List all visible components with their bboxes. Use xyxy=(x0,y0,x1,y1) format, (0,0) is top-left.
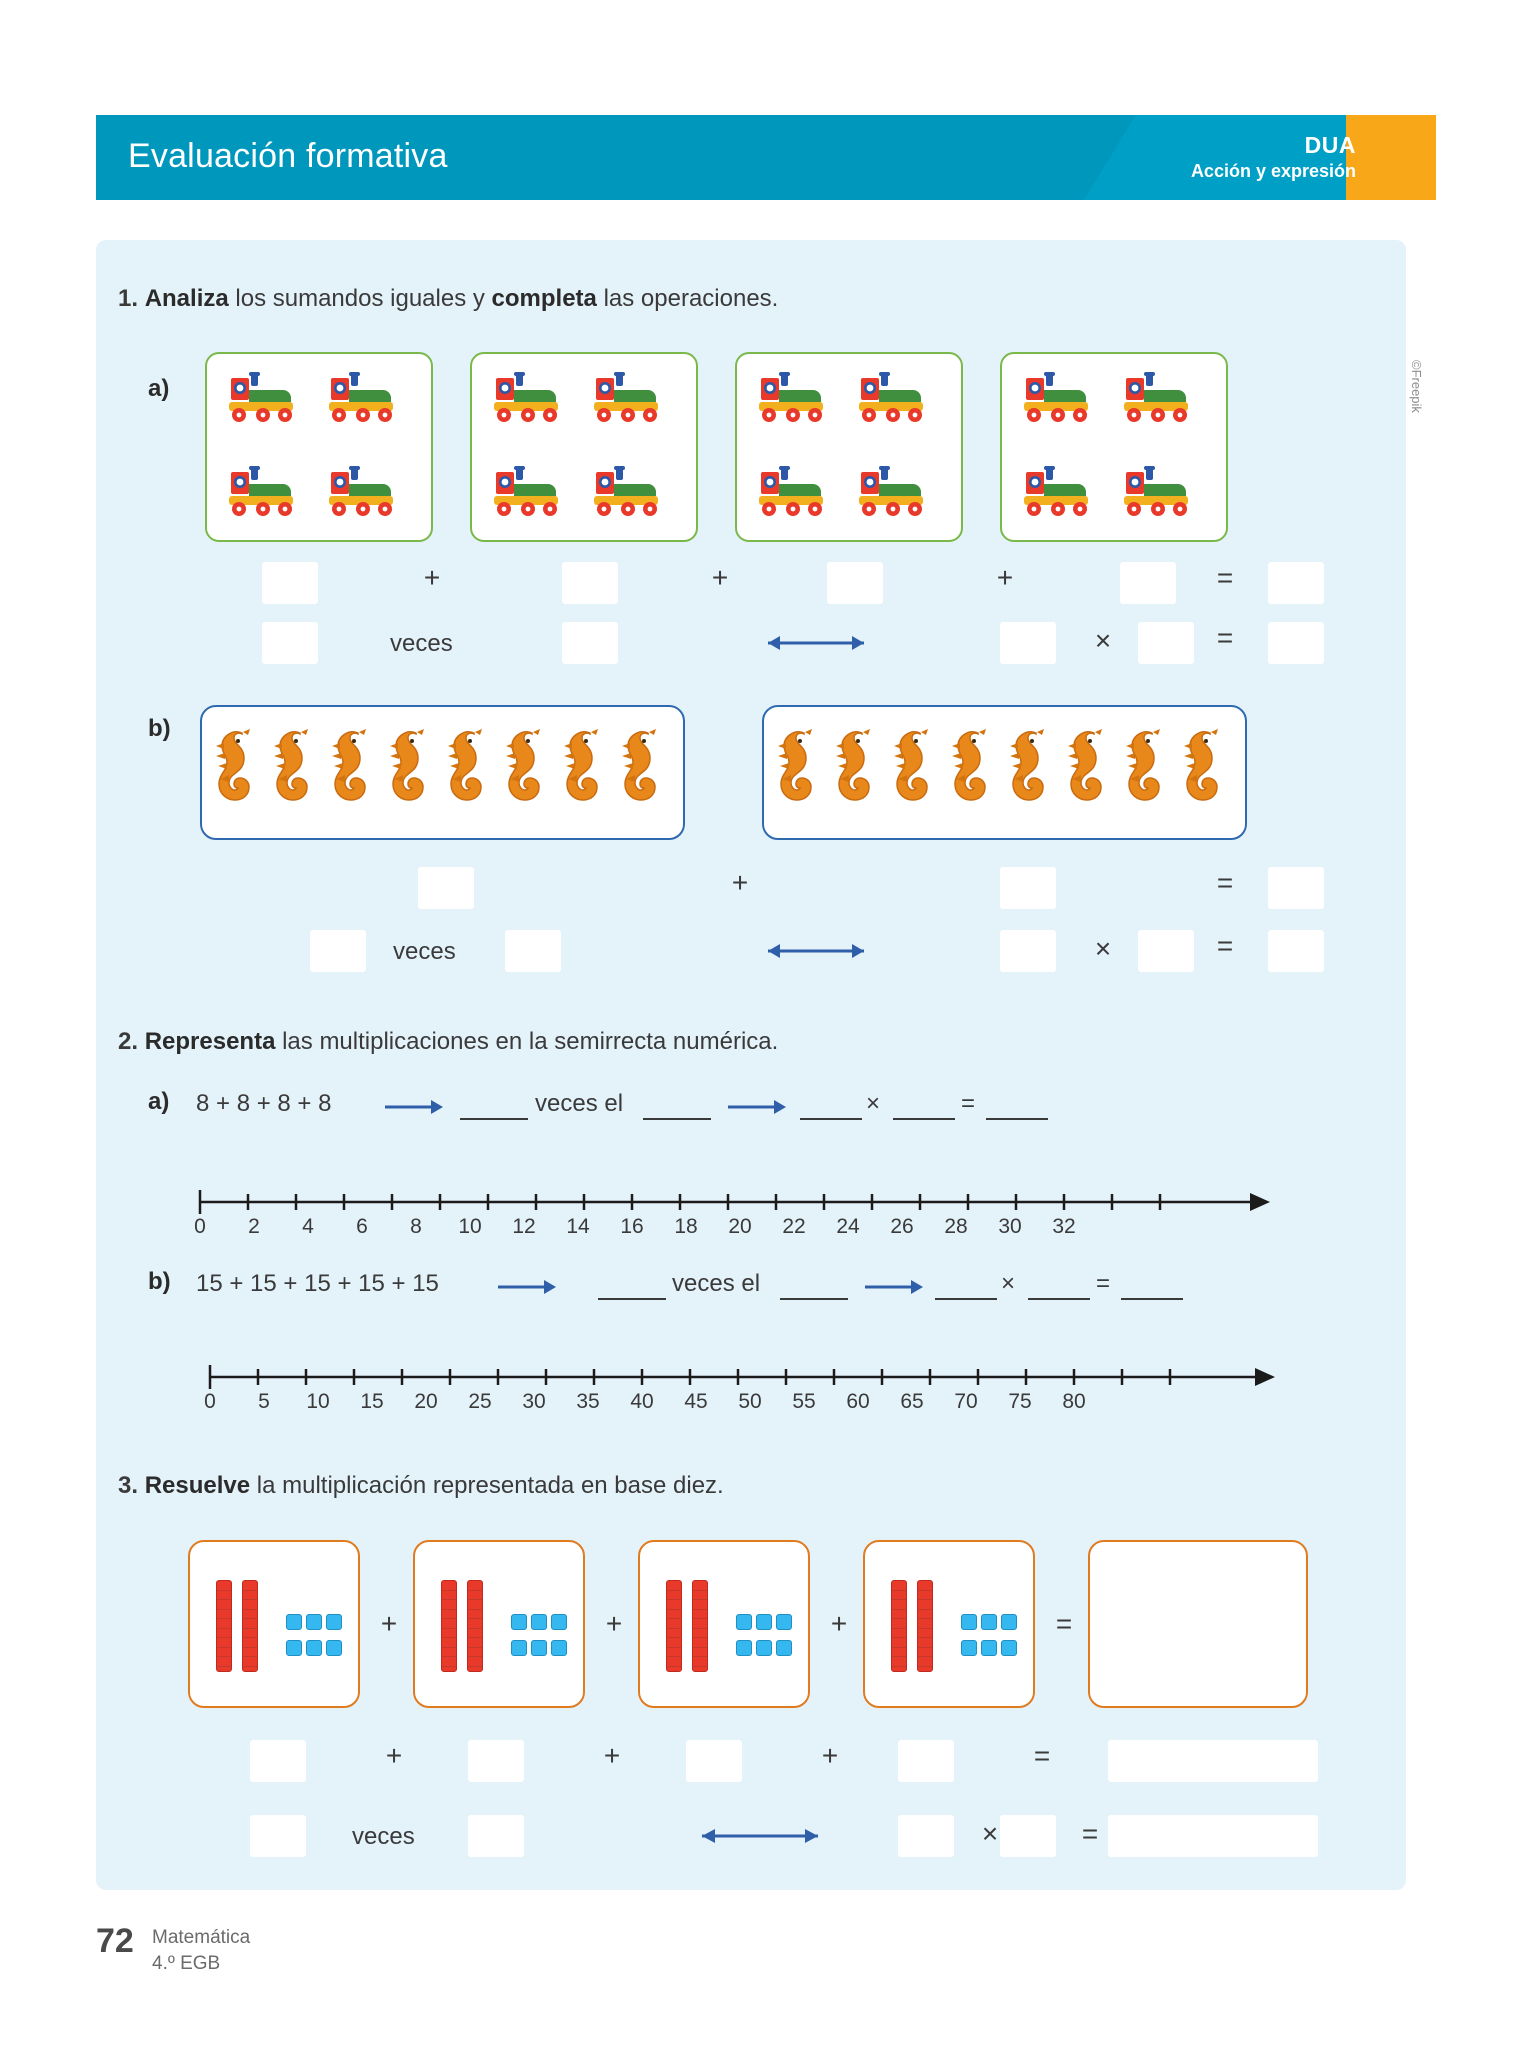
question-1-statement xyxy=(118,285,1318,313)
unit-cube-icon xyxy=(736,1614,752,1630)
blank-2a-factor-2[interactable] xyxy=(893,1118,955,1120)
item-1a-label: a) xyxy=(148,375,170,402)
image-credit: ©Freepik xyxy=(1409,360,1424,413)
answer-box-3-addend-4[interactable] xyxy=(898,1740,954,1782)
seahorse-icon xyxy=(560,727,608,813)
answer-box-1a-multiplicand[interactable] xyxy=(1000,622,1056,664)
item-1b-label: b) xyxy=(148,715,171,742)
numberline-tick-label: 4 xyxy=(302,1215,314,1238)
numberline-tick-label: 0 xyxy=(204,1390,216,1413)
times-sign: × xyxy=(981,1818,999,1849)
answer-box-1b-factor-count[interactable] xyxy=(310,930,366,972)
numberline-tick-label: 8 xyxy=(410,1215,422,1238)
page-header-banner xyxy=(96,115,1436,200)
answer-card-3-result[interactable] xyxy=(1088,1540,1308,1708)
question-1-text-a: los sumandos iguales y xyxy=(228,285,492,312)
unit-cube-icon xyxy=(511,1640,527,1656)
question-2-number: 2. xyxy=(118,1028,139,1055)
toy-train-icon xyxy=(755,370,831,426)
blank-2a-product[interactable] xyxy=(986,1118,1048,1120)
numberline-tick-label: 10 xyxy=(306,1390,330,1413)
unit-cube-icon xyxy=(736,1640,752,1656)
arrow-right-icon xyxy=(385,1098,445,1116)
arrow-right-icon xyxy=(498,1278,558,1296)
seahorse-icon xyxy=(1180,727,1228,813)
numberline-tick-label: 14 xyxy=(566,1215,590,1238)
dua-title: DUA xyxy=(1304,132,1356,158)
double-arrow-icon xyxy=(756,633,876,653)
question-2-verb: Representa xyxy=(144,1028,276,1055)
numberline-tick-label: 22 xyxy=(782,1215,806,1238)
toy-train-icon xyxy=(490,370,566,426)
seahorse-group-card xyxy=(762,705,1247,840)
toy-train-icon xyxy=(1020,370,1096,426)
veces-el-label-2a: veces el xyxy=(535,1090,624,1117)
arrow-right-icon xyxy=(728,1098,788,1116)
answer-box-1b-product[interactable] xyxy=(1268,930,1324,972)
numberline-tick-label: 20 xyxy=(414,1390,438,1413)
plus-sign: + xyxy=(711,562,729,593)
equals-sign: = xyxy=(1096,1270,1111,1297)
blank-2b-factor-2[interactable] xyxy=(1028,1298,1090,1300)
toy-train-icon xyxy=(325,370,401,426)
answer-box-3-sum[interactable] xyxy=(1108,1740,1318,1782)
seahorse-icon xyxy=(774,727,822,813)
numberline-tick-label: 65 xyxy=(900,1390,924,1413)
seahorse-icon xyxy=(212,727,260,813)
tens-rod-icon xyxy=(216,1580,232,1672)
numberline-tick-label: 24 xyxy=(836,1215,860,1238)
answer-box-1a-factor-count[interactable] xyxy=(262,622,318,664)
blank-2a-value[interactable] xyxy=(643,1118,711,1120)
unit-cube-icon xyxy=(306,1614,322,1630)
train-group-card xyxy=(1000,352,1228,542)
blank-2a-count[interactable] xyxy=(460,1118,528,1120)
seahorse-icon xyxy=(386,727,434,813)
answer-box-1a-sum[interactable] xyxy=(1268,562,1324,604)
answer-box-1a-multiplier[interactable] xyxy=(1138,622,1194,664)
toy-train-icon xyxy=(490,464,566,520)
toy-train-icon xyxy=(755,464,831,520)
plus-sign: + xyxy=(821,1740,839,1771)
expression-2b: 15 + 15 + 15 + 15 + 15 xyxy=(196,1270,439,1297)
tens-rod-icon xyxy=(692,1580,708,1672)
footer-grade-label: 4.º EGB xyxy=(152,1952,221,1974)
answer-box-1a-addend-4[interactable] xyxy=(1120,562,1176,604)
plus-sign: + xyxy=(830,1608,848,1639)
arrow-right-icon xyxy=(865,1278,925,1296)
tens-rod-icon xyxy=(666,1580,682,1672)
numberline-tick-label: 2 xyxy=(248,1215,260,1238)
question-1-verb-2: completa xyxy=(491,285,597,312)
seahorse-icon xyxy=(1064,727,1112,813)
toy-train-icon xyxy=(225,464,301,520)
unit-cube-icon xyxy=(1001,1640,1017,1656)
blank-2b-count[interactable] xyxy=(598,1298,666,1300)
page-title: Evaluación formativa xyxy=(128,137,448,175)
base-ten-card xyxy=(863,1540,1035,1708)
question-2-statement xyxy=(118,1028,1318,1056)
equals-sign: = xyxy=(1216,622,1234,653)
numberline-tick-label: 32 xyxy=(1052,1215,1076,1238)
times-sign: × xyxy=(1001,1270,1016,1297)
seahorse-icon xyxy=(618,727,666,813)
plus-sign: + xyxy=(603,1740,621,1771)
seahorse-group-card xyxy=(200,705,685,840)
unit-cube-icon xyxy=(511,1614,527,1630)
numberline-tick-label: 15 xyxy=(360,1390,384,1413)
numberline-tick-label: 6 xyxy=(356,1215,368,1238)
base-ten-card xyxy=(188,1540,360,1708)
train-group-card xyxy=(470,352,698,542)
veces-el-label-2b: veces el xyxy=(672,1270,761,1297)
answer-box-3-addend-1[interactable] xyxy=(250,1740,306,1782)
unit-cube-icon xyxy=(961,1640,977,1656)
unit-cube-icon xyxy=(326,1640,342,1656)
unit-cube-icon xyxy=(756,1614,772,1630)
answer-box-1a-addend-2[interactable] xyxy=(562,562,618,604)
unit-cube-icon xyxy=(531,1640,547,1656)
unit-cube-icon xyxy=(551,1614,567,1630)
answer-box-3-multiplier[interactable] xyxy=(1000,1815,1056,1857)
question-1-verb: Analiza xyxy=(144,285,229,312)
answer-box-1b-multiplicand[interactable] xyxy=(1000,930,1056,972)
question-3-statement xyxy=(118,1472,1318,1500)
numberline-tick-label: 50 xyxy=(738,1390,762,1413)
equals-sign: = xyxy=(1216,562,1234,593)
question-1-text-b: las operaciones. xyxy=(596,285,779,312)
answer-box-1a-product[interactable] xyxy=(1268,622,1324,664)
veces-label: veces xyxy=(390,630,453,657)
numberline-tick-label: 16 xyxy=(620,1215,644,1238)
unit-cube-icon xyxy=(286,1614,302,1630)
seahorse-icon xyxy=(328,727,376,813)
unit-cube-icon xyxy=(776,1614,792,1630)
times-sign: × xyxy=(866,1090,881,1117)
numberline-tick-label: 18 xyxy=(674,1215,698,1238)
question-3-verb: Resuelve xyxy=(144,1472,251,1499)
answer-box-1b-addend-1[interactable] xyxy=(418,867,474,909)
numberline-tick-label: 80 xyxy=(1062,1390,1086,1413)
toy-train-icon xyxy=(225,370,301,426)
numberline-tick-label: 30 xyxy=(998,1215,1022,1238)
answer-box-1a-addend-3[interactable] xyxy=(827,562,883,604)
answer-box-3-product[interactable] xyxy=(1108,1815,1318,1857)
numberline-tick-label: 30 xyxy=(522,1390,546,1413)
blank-2a-factor-1[interactable] xyxy=(800,1118,862,1120)
numberline-tick-label: 25 xyxy=(468,1390,492,1413)
equals-sign: = xyxy=(1081,1818,1099,1849)
times-sign: × xyxy=(1094,625,1112,656)
veces-label: veces xyxy=(393,938,456,965)
seahorse-icon xyxy=(444,727,492,813)
seahorse-icon xyxy=(832,727,880,813)
footer-subject-label: Matemática xyxy=(152,1927,251,1948)
numberline-tick-label: 5 xyxy=(258,1390,270,1413)
blank-2b-value[interactable] xyxy=(780,1298,848,1300)
seahorse-icon xyxy=(890,727,938,813)
equals-sign: = xyxy=(1216,867,1234,898)
blank-2b-product[interactable] xyxy=(1121,1298,1183,1300)
tens-rod-icon xyxy=(467,1580,483,1672)
footer-subject xyxy=(152,1925,250,1976)
base-ten-card xyxy=(638,1540,810,1708)
answer-box-3-factor-count[interactable] xyxy=(250,1815,306,1857)
toy-train-icon xyxy=(590,370,666,426)
question-3-number: 3. xyxy=(118,1472,139,1499)
question-3-text: la multiplicación representada en base diez. xyxy=(250,1472,724,1499)
blank-2b-factor-1[interactable] xyxy=(935,1298,997,1300)
answer-box-3-addend-3[interactable] xyxy=(686,1740,742,1782)
answer-box-1b-addend-2[interactable] xyxy=(1000,867,1056,909)
seahorse-icon xyxy=(1006,727,1054,813)
tens-rod-icon xyxy=(441,1580,457,1672)
numberline-tick-label: 12 xyxy=(512,1215,536,1238)
times-sign: × xyxy=(1094,933,1112,964)
answer-box-1b-sum[interactable] xyxy=(1268,867,1324,909)
answer-box-1b-multiplier[interactable] xyxy=(1138,930,1194,972)
numberline-tick-label: 35 xyxy=(576,1390,600,1413)
toy-train-icon xyxy=(1120,464,1196,520)
unit-cube-icon xyxy=(551,1640,567,1656)
numberline-tick-label: 55 xyxy=(792,1390,816,1413)
numberline-tick-label: 28 xyxy=(944,1215,968,1238)
page-number: 72 xyxy=(96,1922,134,1960)
equals-sign: = xyxy=(961,1090,976,1117)
plus-sign: + xyxy=(423,562,441,593)
toy-train-icon xyxy=(855,464,931,520)
double-arrow-icon xyxy=(690,1826,830,1846)
numberline-tick-label: 20 xyxy=(728,1215,752,1238)
unit-cube-icon xyxy=(531,1614,547,1630)
equals-sign: = xyxy=(1216,930,1234,961)
answer-box-3-factor-value[interactable] xyxy=(468,1815,524,1857)
double-arrow-icon xyxy=(756,941,876,961)
question-1-number: 1. xyxy=(118,285,139,312)
numberline-tick-label: 10 xyxy=(458,1215,482,1238)
plus-sign: + xyxy=(385,1740,403,1771)
plus-sign: + xyxy=(996,562,1014,593)
tens-rod-icon xyxy=(917,1580,933,1672)
numberline-tick-label: 40 xyxy=(630,1390,654,1413)
unit-cube-icon xyxy=(961,1614,977,1630)
seahorse-icon xyxy=(948,727,996,813)
dua-subtitle: Acción y expresión xyxy=(1190,160,1356,181)
seahorse-icon xyxy=(502,727,550,813)
numberline-tick-label: 45 xyxy=(684,1390,708,1413)
plus-sign: + xyxy=(380,1608,398,1639)
answer-box-3-addend-2[interactable] xyxy=(468,1740,524,1782)
unit-cube-icon xyxy=(776,1640,792,1656)
numberline-tick-label: 70 xyxy=(954,1390,978,1413)
base-ten-card xyxy=(413,1540,585,1708)
item-2b-label: b) xyxy=(148,1268,171,1295)
toy-train-icon xyxy=(855,370,931,426)
unit-cube-icon xyxy=(326,1614,342,1630)
answer-box-1b-factor-value[interactable] xyxy=(505,930,561,972)
unit-cube-icon xyxy=(306,1640,322,1656)
expression-2a: 8 + 8 + 8 + 8 xyxy=(196,1090,332,1117)
unit-cube-icon xyxy=(756,1640,772,1656)
item-2a-label: a) xyxy=(148,1088,170,1115)
train-group-card xyxy=(735,352,963,542)
answer-box-3-multiplicand[interactable] xyxy=(898,1815,954,1857)
unit-cube-icon xyxy=(981,1640,997,1656)
plus-sign: + xyxy=(731,867,749,898)
equals-sign: = xyxy=(1033,1740,1051,1771)
question-2-text: las multiplicaciones en la semirrecta numérica. xyxy=(275,1028,779,1055)
unit-cube-icon xyxy=(286,1640,302,1656)
tens-rod-icon xyxy=(242,1580,258,1672)
toy-train-icon xyxy=(1020,464,1096,520)
numberline-tick-label: 60 xyxy=(846,1390,870,1413)
seahorse-icon xyxy=(270,727,318,813)
toy-train-icon xyxy=(325,464,401,520)
tens-rod-icon xyxy=(891,1580,907,1672)
veces-label: veces xyxy=(352,1823,415,1850)
numberline-tick-label: 75 xyxy=(1008,1390,1032,1413)
answer-box-1a-factor-value[interactable] xyxy=(562,622,618,664)
numberline-tick-label: 26 xyxy=(890,1215,914,1238)
toy-train-icon xyxy=(1120,370,1196,426)
unit-cube-icon xyxy=(981,1614,997,1630)
numberline-tick-label: 0 xyxy=(194,1215,206,1238)
dua-block xyxy=(1191,131,1356,182)
equals-sign: = xyxy=(1055,1608,1073,1639)
toy-train-icon xyxy=(590,464,666,520)
unit-cube-icon xyxy=(1001,1614,1017,1630)
answer-box-1a-addend-1[interactable] xyxy=(262,562,318,604)
train-group-card xyxy=(205,352,433,542)
plus-sign: + xyxy=(605,1608,623,1639)
seahorse-icon xyxy=(1122,727,1170,813)
